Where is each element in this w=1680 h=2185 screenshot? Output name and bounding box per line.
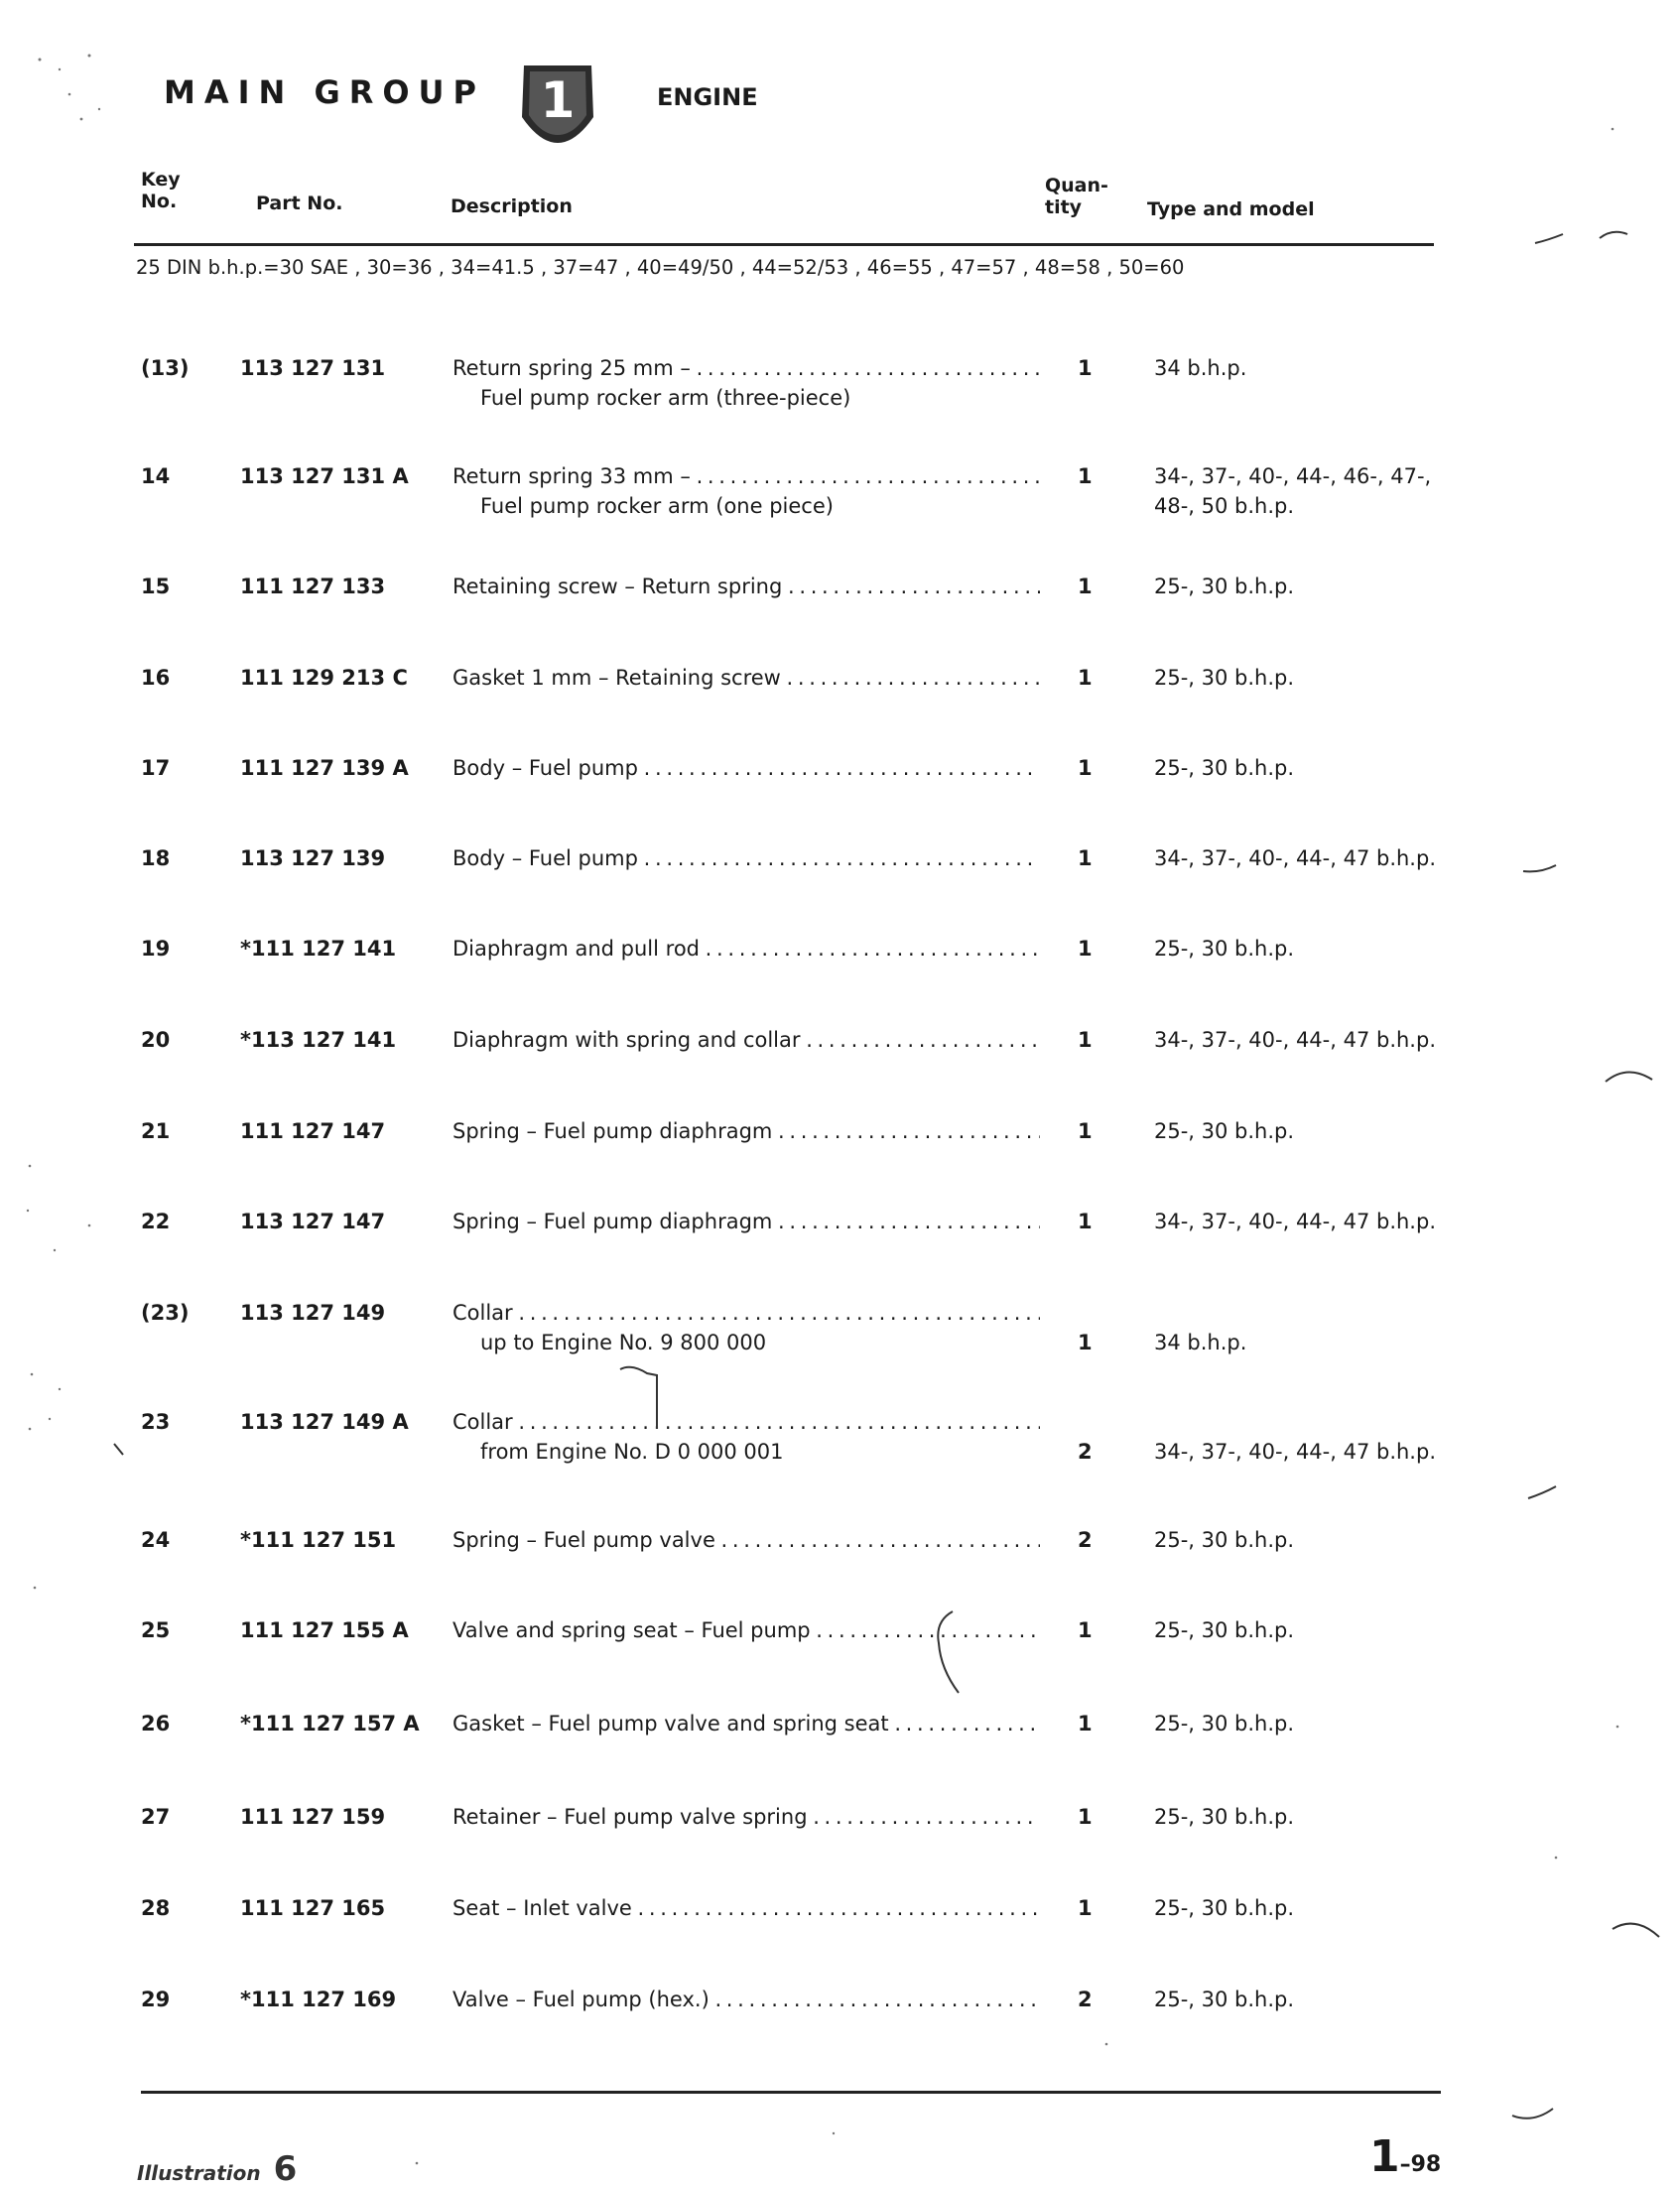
description	[452, 1709, 1040, 1738]
illustration-label: Illustration	[137, 2161, 261, 2185]
quantity: 1	[1078, 937, 1093, 961]
description	[452, 1525, 1040, 1555]
description-line: Spring – Fuel pump diaphragm . . .	[452, 1116, 1040, 1146]
key-number: 25	[141, 1618, 171, 1642]
description-line: Spring – Fuel pump valve . . .	[452, 1525, 1040, 1555]
page-number-main: 1	[1369, 2131, 1400, 2182]
type-model: 34-, 37-, 40-, 44-, 47 b.h.p.	[1154, 1028, 1436, 1052]
type-model: 25-, 30 b.h.p.	[1154, 1896, 1295, 1920]
description	[452, 753, 1040, 783]
description	[452, 843, 1040, 873]
table-row	[0, 1985, 1680, 2062]
type-model: 34-, 37-, 40-, 44-, 47 b.h.p.	[1154, 846, 1436, 870]
quantity: 2	[1078, 1988, 1093, 2011]
main-group-label: MAIN GROUP	[164, 73, 485, 111]
illustration-number: 6	[273, 2149, 298, 2185]
quantity: 1	[1078, 756, 1093, 780]
part-number: 111 127 159	[240, 1805, 386, 1829]
key-number: 29	[141, 1988, 171, 2011]
quantity: 1	[1078, 1805, 1093, 1829]
type-model-line: 34-, 37-, 40-, 44-, 46-, 47-,	[1154, 464, 1432, 488]
description	[452, 1298, 1040, 1357]
key-number: 21	[141, 1119, 171, 1143]
description-line: Retaining screw – Return spring . . .	[452, 572, 1040, 601]
part-number: *113 127 141	[240, 1028, 397, 1052]
description-line: Spring – Fuel pump diaphragm . . .	[452, 1207, 1040, 1236]
description	[452, 1207, 1040, 1236]
key-number: 24	[141, 1528, 171, 1552]
quantity: 1	[1078, 1331, 1093, 1354]
quantity: 1	[1078, 1712, 1093, 1735]
description	[452, 1893, 1040, 1923]
description	[452, 461, 1040, 521]
key-number: 18	[141, 846, 171, 870]
type-model-subline: 48-, 50 b.h.p.	[1154, 494, 1295, 518]
key-number: (23)	[141, 1301, 190, 1325]
key-number: 22	[141, 1210, 171, 1233]
key-number: 28	[141, 1896, 171, 1920]
key-number: (13)	[141, 356, 190, 380]
page-number	[1369, 2131, 1441, 2182]
table-row	[0, 843, 1680, 921]
part-number: 113 127 149	[240, 1301, 386, 1325]
column-quantity: Quan- tity	[1045, 175, 1108, 218]
quantity: 1	[1078, 464, 1093, 488]
key-number: 15	[141, 575, 171, 598]
column-type-model: Type and model	[1147, 198, 1315, 220]
table-row	[0, 1116, 1680, 1194]
type-model: 25-, 30 b.h.p.	[1154, 937, 1295, 961]
type-model: 25-, 30 b.h.p.	[1154, 1528, 1295, 1552]
quantity: 1	[1078, 666, 1093, 690]
key-number: 26	[141, 1712, 171, 1735]
table-row	[0, 1298, 1680, 1375]
part-number: 111 127 139 A	[240, 756, 409, 780]
table-row	[0, 353, 1680, 431]
type-model: 25-, 30 b.h.p.	[1154, 666, 1295, 690]
description	[452, 572, 1040, 601]
description-line: Gasket – Fuel pump valve and spring seat . . .	[452, 1709, 1040, 1738]
description-line: Diaphragm with spring and collar . . .	[452, 1025, 1040, 1055]
description-line: Return spring 33 mm – . . .	[452, 461, 1040, 491]
description-line: Seat – Inlet valve . . .	[452, 1893, 1040, 1923]
description	[452, 663, 1040, 693]
part-number: *111 127 151	[240, 1528, 397, 1552]
part-number: *111 127 169	[240, 1988, 397, 2011]
description	[452, 934, 1040, 964]
table-row	[0, 934, 1680, 1011]
part-number: 111 127 165	[240, 1896, 386, 1920]
part-number: 111 127 133	[240, 575, 386, 598]
din-sae-conversion: 25 DIN b.h.p.=30 SAE , 30=36 , 34=41.5 , 37=47 , 40=49/50 , 44=52/53 , 46=55 , 47=57 , 48=58 , 50=60	[136, 256, 1185, 279]
part-number: 113 127 139	[240, 846, 386, 870]
table-row	[0, 1615, 1680, 1693]
table-row	[0, 1709, 1680, 1786]
type-model: 25-, 30 b.h.p.	[1154, 575, 1295, 598]
table-row	[0, 572, 1680, 649]
part-number: 111 127 155 A	[240, 1618, 409, 1642]
part-number: *111 127 141	[240, 937, 397, 961]
type-model: 34 b.h.p.	[1154, 1331, 1247, 1354]
column-key-no: Key No.	[141, 169, 181, 212]
quantity: 1	[1078, 1119, 1093, 1143]
description	[452, 1407, 1040, 1467]
description-line: Gasket 1 mm – Retaining screw . . .	[452, 663, 1040, 693]
quantity: 1	[1078, 356, 1093, 380]
type-model: 25-, 30 b.h.p.	[1154, 756, 1295, 780]
table-row	[0, 1525, 1680, 1603]
table-row	[0, 1893, 1680, 1971]
part-number: 111 129 213 C	[240, 666, 408, 690]
description-line: Return spring 25 mm – . . .	[452, 353, 1040, 383]
key-number: 17	[141, 756, 171, 780]
quantity: 1	[1078, 575, 1093, 598]
table-row	[0, 753, 1680, 831]
key-number: 20	[141, 1028, 171, 1052]
section-title: ENGINE	[657, 83, 758, 111]
column-part-no: Part No.	[256, 193, 343, 214]
description-line: Collar . . .	[452, 1298, 1040, 1328]
description-subline: Fuel pump rocker arm (one piece)	[480, 494, 834, 518]
type-model: 25-, 30 b.h.p.	[1154, 1618, 1295, 1642]
type-model: 25-, 30 b.h.p.	[1154, 1119, 1295, 1143]
type-model: 25-, 30 b.h.p.	[1154, 1712, 1295, 1735]
part-number: 111 127 147	[240, 1119, 386, 1143]
part-number: 113 127 131	[240, 356, 386, 380]
table-row	[0, 1025, 1680, 1102]
quantity: 2	[1078, 1440, 1093, 1464]
description-line: Collar . . .	[452, 1407, 1040, 1437]
part-number: *111 127 157 A	[240, 1712, 420, 1735]
description-subline: from Engine No. D 0 000 001	[480, 1440, 784, 1464]
part-number: 113 127 131 A	[240, 464, 409, 488]
part-number: 113 127 147	[240, 1210, 386, 1233]
footer-rule	[141, 2091, 1441, 2094]
type-model-line: 34 b.h.p.	[1154, 356, 1247, 380]
type-model	[1154, 461, 1431, 521]
quantity: 2	[1078, 1528, 1093, 1552]
type-model: 25-, 30 b.h.p.	[1154, 1988, 1295, 2011]
table-row	[0, 1407, 1680, 1484]
type-model: 25-, 30 b.h.p.	[1154, 1805, 1295, 1829]
group-number: 1	[540, 71, 576, 129]
illustration-reference	[137, 2149, 297, 2185]
description	[452, 1985, 1040, 2014]
header-rule	[134, 243, 1434, 246]
description-line: Valve – Fuel pump (hex.) . . .	[452, 1985, 1040, 2014]
key-number: 19	[141, 937, 171, 961]
table-row	[0, 461, 1680, 539]
description	[452, 353, 1040, 413]
description-line: Diaphragm and pull rod . . .	[452, 934, 1040, 964]
description	[452, 1802, 1040, 1832]
description-line: Retainer – Fuel pump valve spring . . .	[452, 1802, 1040, 1832]
key-number: 23	[141, 1410, 171, 1434]
description-subline: Fuel pump rocker arm (three-piece)	[480, 386, 851, 410]
key-number: 27	[141, 1805, 171, 1829]
description-line: Valve and spring seat – Fuel pump . . .	[452, 1615, 1040, 1645]
description	[452, 1025, 1040, 1055]
key-number: 16	[141, 666, 171, 690]
type-model	[1154, 353, 1246, 383]
quantity: 1	[1078, 1618, 1093, 1642]
key-number: 14	[141, 464, 171, 488]
table-row	[0, 1802, 1680, 1879]
column-description: Description	[451, 195, 573, 217]
quantity: 1	[1078, 1896, 1093, 1920]
type-model: 34-, 37-, 40-, 44-, 47 b.h.p.	[1154, 1210, 1436, 1233]
quantity: 1	[1078, 1028, 1093, 1052]
type-model: 34-, 37-, 40-, 44-, 47 b.h.p.	[1154, 1440, 1436, 1464]
quantity: 1	[1078, 1210, 1093, 1233]
description-line: Body – Fuel pump . . .	[452, 753, 1040, 783]
group-number-badge	[514, 58, 601, 145]
table-row	[0, 663, 1680, 740]
page-number-sub: –98	[1399, 2152, 1442, 2177]
description-subline: up to Engine No. 9 800 000	[480, 1331, 767, 1354]
description-line: Body – Fuel pump . . .	[452, 843, 1040, 873]
quantity: 1	[1078, 846, 1093, 870]
description	[452, 1116, 1040, 1146]
table-row	[0, 1207, 1680, 1284]
part-number: 113 127 149 A	[240, 1410, 409, 1434]
description	[452, 1615, 1040, 1645]
